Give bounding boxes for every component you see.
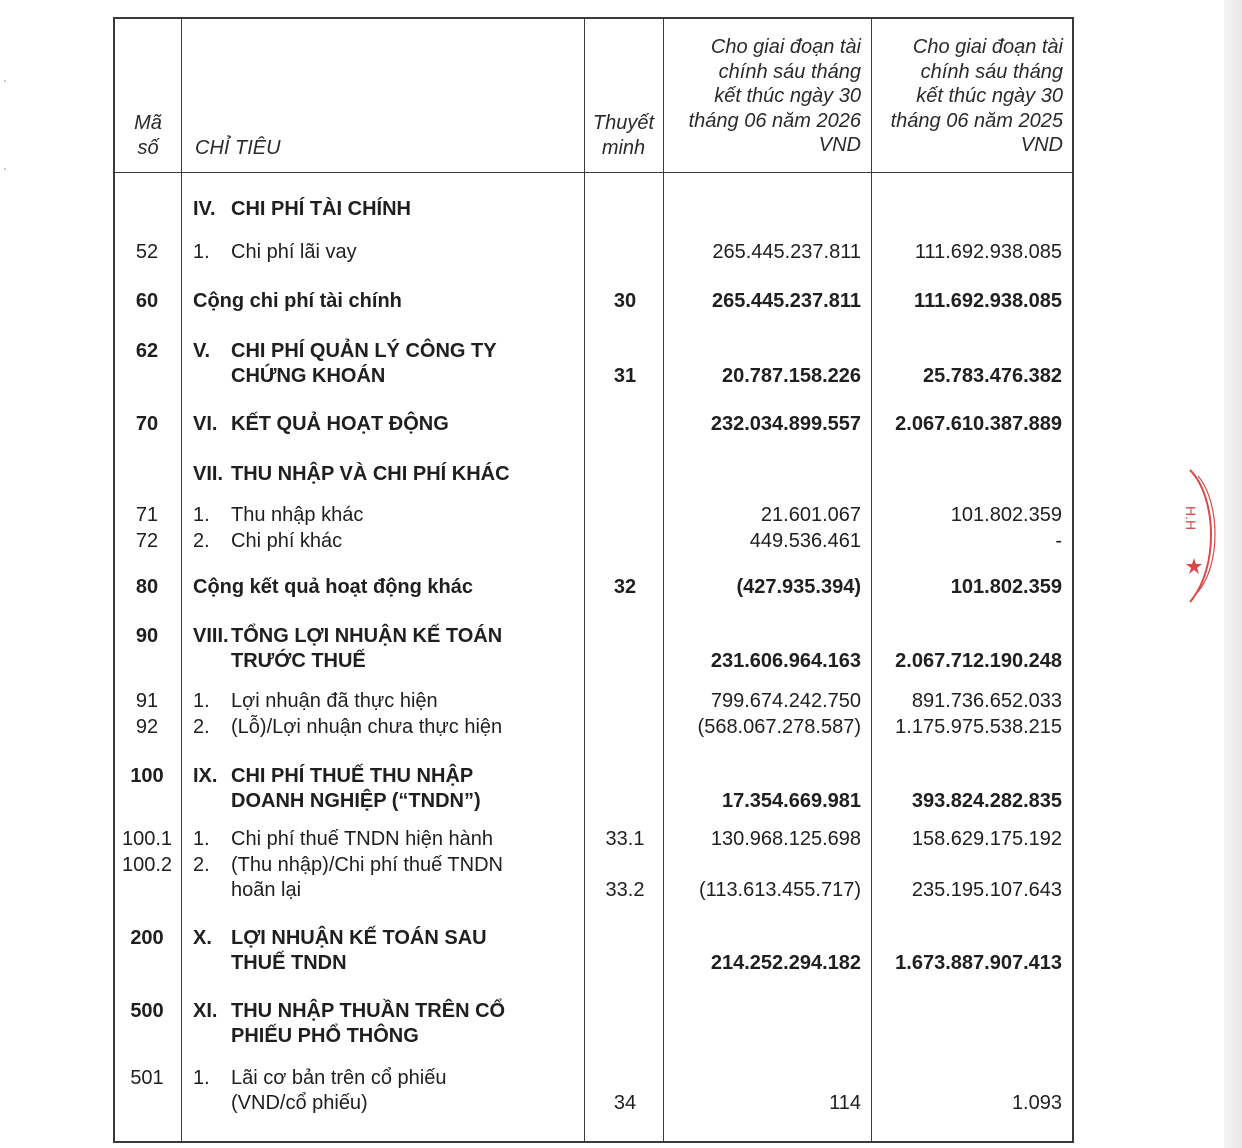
value-2026: 214.252.294.182: [710, 952, 861, 974]
value-2025: 25.783.476.382: [922, 365, 1062, 387]
value-2026: 130.968.125.698: [710, 828, 861, 850]
value-2026: 21.601.067: [760, 504, 861, 526]
row-note: 30: [613, 290, 637, 312]
column-divider: [871, 19, 872, 1141]
row-label: CHI PHÍ QUẢN LÝ CÔNG TY CHỨNG KHOÁN: [231, 340, 497, 387]
value-2026: 114: [829, 1092, 861, 1114]
value-2026: 17.354.669.981: [721, 790, 861, 812]
row-label: THU NHẬP THUẦN TRÊN CỔ PHIẾU PHỔ THÔNG: [231, 1000, 506, 1047]
row-label: CHI PHÍ TÀI CHÍNH: [231, 198, 411, 220]
income-statement-table: [113, 17, 1074, 1143]
row-note: 33.2: [605, 879, 645, 901]
row-label: Thu nhập khác: [231, 504, 364, 526]
value-2025: 2.067.610.387.889: [895, 413, 1062, 435]
row-label: LỢI NHUẬN KẾ TOÁN SAU THUẾ TNDN: [231, 927, 487, 974]
row-code: 200: [130, 927, 164, 949]
value-2026: 449.536.461: [749, 530, 861, 552]
row-code: 500: [130, 1000, 164, 1022]
value-2026: 231.606.964.163: [710, 650, 861, 672]
row-code: 62: [135, 340, 159, 362]
row-code: 92: [135, 716, 159, 738]
value-2026: 232.034.899.557: [710, 413, 861, 435]
row-index: 2.: [193, 854, 210, 876]
header-thuyet-minh: Thuyết minh: [592, 112, 655, 159]
row-code: 90: [135, 625, 159, 647]
row-index: 1.: [193, 241, 210, 263]
row-label: Cộng kết quả hoạt động khác: [193, 576, 474, 598]
row-note: 31: [613, 365, 637, 387]
row-label: Chi phí khác: [231, 530, 343, 552]
row-label: THU NHẬP VÀ CHI PHÍ KHÁC: [231, 463, 510, 485]
value-2025: 111.692.938.085: [914, 290, 1062, 312]
header-chi-tieu: CHỈ TIÊU: [195, 137, 281, 159]
row-index: X.: [193, 927, 212, 949]
scan-mark: [4, 80, 6, 82]
header-ma-so: Mã số: [134, 112, 162, 159]
row-label: Lãi cơ bản trên cổ phiếu (VND/cổ phiếu): [231, 1067, 447, 1114]
value-2025: 393.824.282.835: [911, 790, 1062, 812]
row-index: XI.: [193, 1000, 218, 1022]
scan-mark: [4, 168, 6, 170]
row-label: Lợi nhuận đã thực hiện: [231, 690, 438, 712]
row-code: 100.2: [121, 854, 173, 876]
value-2026: 20.787.158.226: [721, 365, 861, 387]
row-index: V.: [193, 340, 211, 362]
row-label: (Lỗ)/Lợi nhuận chưa thực hiện: [231, 716, 503, 738]
row-label: TỔNG LỢI NHUẬN KẾ TOÁN TRƯỚC THUẾ: [231, 625, 503, 672]
row-code: 91: [135, 690, 159, 712]
row-code: 72: [135, 530, 159, 552]
row-note: 32: [613, 576, 637, 598]
row-code: 80: [135, 576, 159, 598]
row-code: 100.1: [121, 828, 173, 850]
row-note: 34: [613, 1092, 637, 1114]
row-label: KẾT QUẢ HOẠT ĐỘNG: [231, 413, 449, 435]
row-index: IV.: [193, 198, 216, 220]
row-label: Chi phí lãi vay: [231, 241, 357, 263]
row-code: 501: [130, 1067, 164, 1089]
row-label: Cộng chi phí tài chính: [193, 290, 402, 312]
value-2025: 158.629.175.192: [911, 828, 1062, 850]
row-code: 71: [135, 504, 159, 526]
value-2025: 1.093: [1011, 1092, 1062, 1114]
row-code: 52: [135, 241, 159, 263]
row-index: 2.: [193, 530, 210, 552]
row-code: 100: [130, 765, 164, 787]
row-index: 1.: [193, 504, 210, 526]
value-2025: 2.067.712.190.248: [895, 650, 1062, 672]
svg-text:H.H: H.H: [1183, 506, 1199, 531]
row-index: 2.: [193, 716, 210, 738]
row-index: IX.: [193, 765, 218, 787]
row-index: 1.: [193, 690, 210, 712]
row-code: 60: [135, 290, 159, 312]
row-label: (Thu nhập)/Chi phí thuế TNDN hoãn lại: [231, 854, 503, 901]
value-2026: (568.067.278.587): [697, 716, 861, 738]
header-period-2026: Cho giai đoạn tài chính sáu tháng kết thúc ngày 30 tháng 06 năm 2026 VND: [688, 36, 861, 156]
row-index: VIII.: [193, 625, 229, 647]
value-2026: (113.613.455.717): [699, 879, 861, 901]
row-index: 1.: [193, 828, 210, 850]
value-2025: 1.673.887.907.413: [895, 952, 1062, 974]
column-divider: [181, 19, 182, 1141]
value-2026: 265.445.237.811: [711, 290, 861, 312]
row-index: VI.: [193, 413, 218, 435]
row-code: 70: [135, 413, 159, 435]
value-2025: -: [1055, 530, 1062, 552]
row-index: 1.: [193, 1067, 210, 1089]
value-2026: (427.935.394): [736, 576, 861, 598]
red-seal-stamp: [1176, 466, 1236, 606]
value-2025: 235.195.107.643: [911, 879, 1062, 901]
value-2026: 265.445.237.811: [712, 241, 861, 263]
row-index: VII.: [193, 463, 224, 485]
value-2025: 111.692.938.085: [914, 241, 1062, 263]
value-2025: 891.736.652.033: [911, 690, 1062, 712]
row-label: Chi phí thuế TNDN hiện hành: [231, 828, 494, 850]
row-note: 33.1: [605, 828, 645, 850]
header-period-2025: Cho giai đoạn tài chính sáu tháng kết thúc ngày 30 tháng 06 năm 2025 VND: [890, 36, 1063, 156]
header-divider: [115, 172, 1072, 173]
value-2025: 101.802.359: [950, 576, 1062, 598]
value-2026: 799.674.242.750: [710, 690, 861, 712]
value-2025: 1.175.975.538.215: [895, 716, 1062, 738]
row-label: CHI PHÍ THUẾ THU NHẬP DOANH NGHIỆP (“TNDN”): [231, 765, 481, 812]
value-2025: 101.802.359: [950, 504, 1062, 526]
